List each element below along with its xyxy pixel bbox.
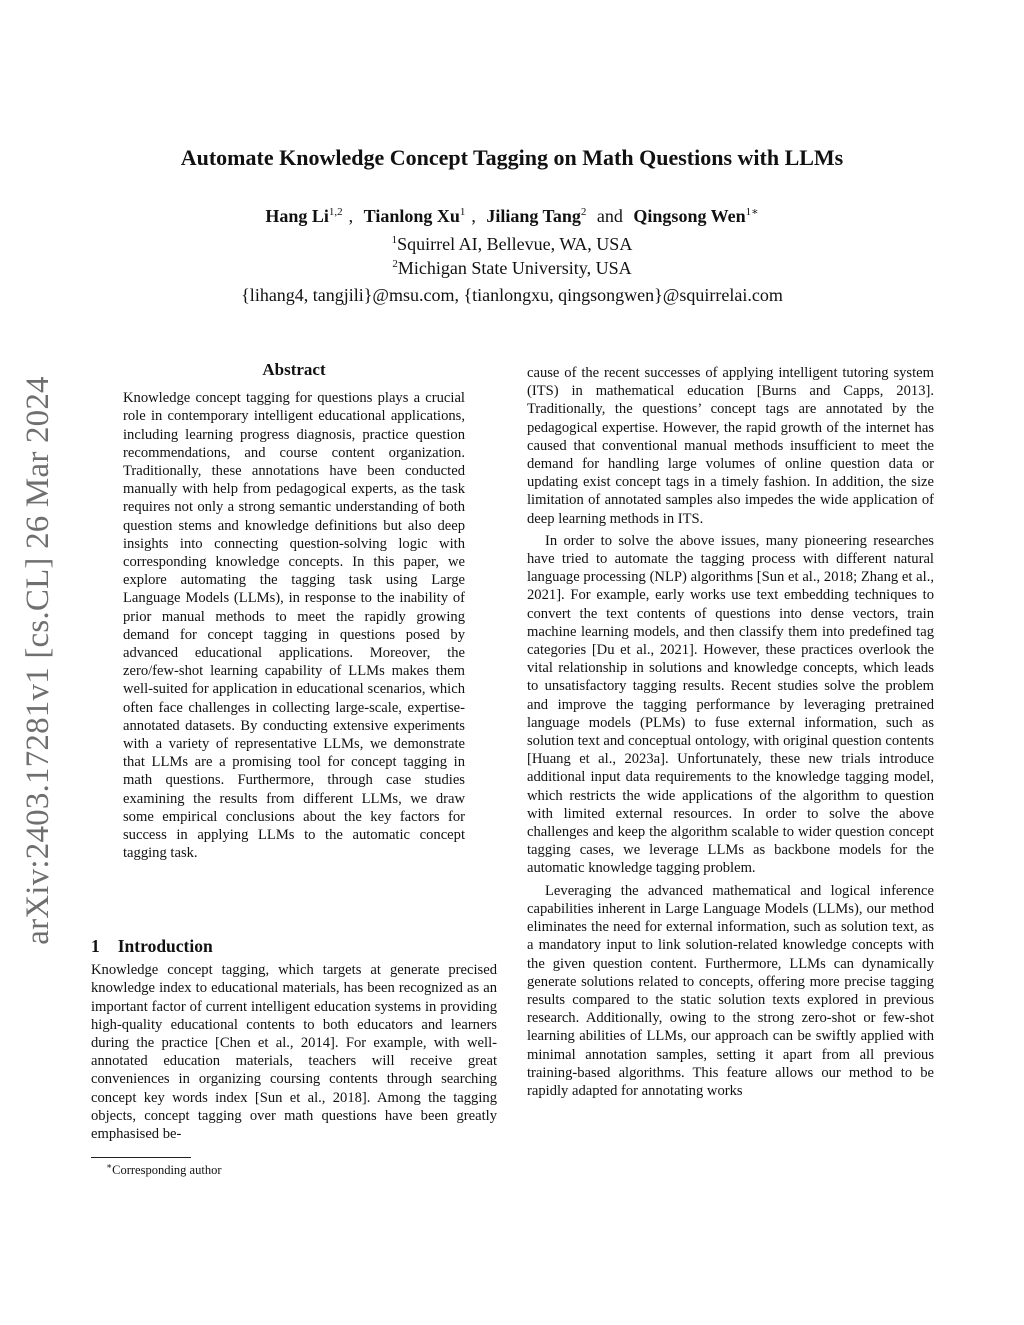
author-conjunction: and xyxy=(596,206,623,226)
right-column xyxy=(527,364,934,1104)
paper-title: Automate Knowledge Concept Tagging on Math Questions with LLMs xyxy=(180,145,844,170)
footnote-divider xyxy=(91,1157,191,1158)
section-number: 1 xyxy=(91,936,100,956)
body-paragraph: In order to solve the above issues, many pioneering researches have tried to automate the tagging process with different natural language processing (NLP) algorithms [Sun et al., 2018; Zhang et al., 2021]. For example, early works use text embedding techniques to convert the text contents of questions into dense vectors, train machine learning models, and then classify them into predefined tag categories [Du et al., 2021]. However, these practices overlook the vital relationship in solutions and knowledge concepts, which leads to unsatisfactory tagging results. Recent studies solve the problem and improve the tagging performance by leveraging pretrained language models (PLMs) to fuse external information, such as solution text and conceptual ontology, with original question contents [Huang et al., 2023a]. Unfortunately, these new trials introduce additional input data requirements to the knowledge tagging model, which restricts the wide applications of the algorithm to question with limited external resources. In order to solve the above challenges and keep the algorithm scalable to wider question concept tagging cases, we leverage LLMs as backbone models for the automatic knowledge tagging problem. xyxy=(527,532,934,877)
arxiv-identifier: arXiv:2403.17281v1 [cs.CL] 26 Mar 2024 xyxy=(19,375,56,945)
abstract-text: Knowledge concept tagging for questions plays a crucial role in contemporary intelligent educational applications, including learning progress diagnosis, practice question recommendations, and course content organization. Traditionally, these annotations have been conducted manually with help from pedagogical experts, as the task requires not only a strong semantic understanding of both question stems and knowledge definitions but also deep insights into connecting question-solving logic with corresponding knowledge concepts. In this paper, we explore automating the tagging task using Large Language Models (LLMs), in response to the inability of prior manual methods to meet the rapidly growing demand for concept tagging in questions posed by advanced educational applications. Moreover, the zero/few-shot learning capability of LLMs makes them well-suited for application in educational scenarios, which often face challenges in collecting large-scale, expertise-annotated datasets. By conducting extensive experiments with a variety of representative LLMs, we demonstrate that LLMs are a promising tool for concept tagging in math questions. Furthermore, through case studies examining the results from different LLMs, we draw some empirical conclusions about the key factors for success in applying LLMs to the automatic concept tagging task. xyxy=(123,390,465,862)
author-affil-mark: 1 xyxy=(459,206,466,218)
footnote xyxy=(106,1161,221,1178)
affiliation-mark: 2 xyxy=(392,258,398,270)
author-affil-mark: 1∗ xyxy=(745,206,759,218)
body-paragraph: cause of the recent successes of applying intelligent tutoring system (ITS) in mathematical education [Burns and Capps, 2013]. Traditionally, the questions’ concept tags are annotated by the pedagogical expertise. However, the rapid growth of the internet has caused that conventional manual methods insufficient to meet the demand for handling large volumes of online question data or updating exist concept tags in a timely fashion. In addition, the size limitation of annotated samples also impedes the wide application of deep learning methods in ITS. xyxy=(527,365,934,527)
section-heading xyxy=(91,937,497,955)
section-title: Introduction xyxy=(117,936,213,956)
abstract-section xyxy=(123,361,465,866)
affiliation xyxy=(0,234,1024,255)
author-name: Tianlong Xu xyxy=(363,206,460,226)
intro-paragraph: Knowledge concept tagging, which targets at generate precised knowledge index to educational materials, has been recognized as an important factor of current intelligent education systems in providing high-quality educational contents to both educators and learners during the practice [Chen et al., 2014]. For example, with well-annotated education materials, teachers will receive great conveniences in organizing coursing contents through searching concept key words index [Sun et al., 2018]. Among the tagging objects, concept tagging over math questions have been greatly emphasised be- xyxy=(91,962,497,1143)
abstract-heading: Abstract xyxy=(262,360,326,379)
footnote-mark: ∗ xyxy=(106,1161,113,1171)
author-name: Hang Li xyxy=(265,206,329,226)
affiliation-text: Michigan State University, USA xyxy=(397,258,632,278)
author-list: Hang Li$^{1,2}$ , Tianlong Xu$^1$ , Jiliang Tang$^2$ and Qingsong Wen$^{1∗}$ xyxy=(265,206,759,226)
affiliation xyxy=(0,258,1024,279)
author-name: Qingsong Wen xyxy=(633,206,746,226)
introduction-section xyxy=(91,937,497,1147)
affiliation-mark: 1 xyxy=(391,234,398,246)
author-affil-mark: 1,2 xyxy=(328,206,343,218)
body-paragraph: Leveraging the advanced mathematical and logical inference capabilities inherent in Large Language Models (LLMs), our method eliminates the need for external information, such as solution text, as a mandatory input to link solution-related knowledge concepts with the given question content. Furthermore, LLMs can dynamically generate solutions related to concepts, offering more precise tagging results compared to the static solution texts explored in previous research. Additionally, owing to the strong zero-shot or few-shot learning abilities of LLMs, our approach can be swiftly applied with minimal annotation samples, setting it apart from all previous training-based algorithms. This feature allows our method to be rapidly adapted for annotating works xyxy=(527,882,934,1099)
affiliation-text: Squirrel AI, Bellevue, WA, USA xyxy=(397,234,633,254)
footnote-text: Corresponding author xyxy=(112,1163,222,1178)
arxiv-sidebar-stamp xyxy=(6,350,70,970)
author-affil-mark: 2 xyxy=(580,206,587,218)
author-name: Jiliang Tang xyxy=(486,206,581,226)
author-emails: {lihang4, tangjili}@msu.com, {tianlongxu, qingsongwen}@squirrelai.com xyxy=(241,285,783,305)
